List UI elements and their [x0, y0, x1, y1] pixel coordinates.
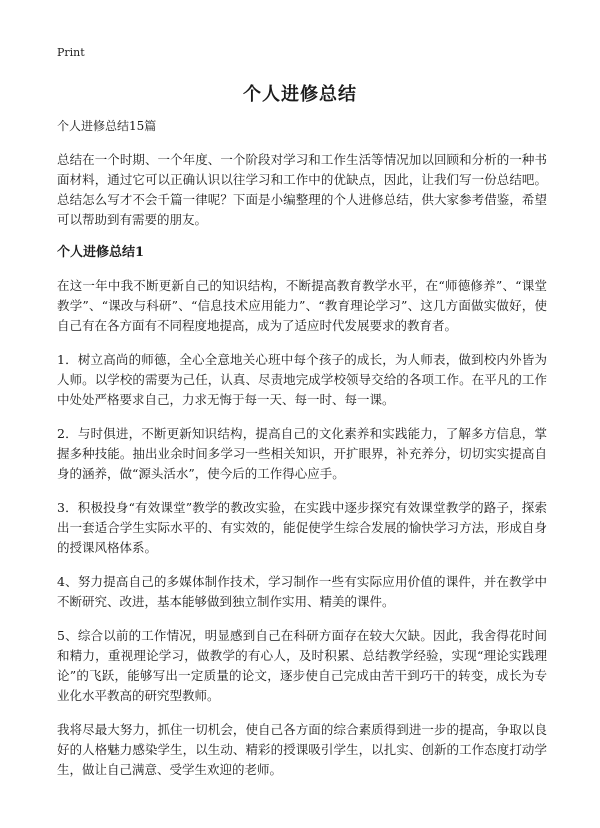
body-paragraph: 5、综合以前的工作情况，明显感到自己在科研方面存在较大欠缺。因此，我舍得花时间和精力，重视理论学习，做教学的有心人，及时积累、总结教学经验，实现“理论实践理论”的飞跃，能够写出一定质量的论文，逐步使自己完成由苦干到巧干的转变，成长为专业化水平教高的研究型教师。: [57, 628, 547, 703]
body-paragraph: 1．树立高尚的师德，全心全意地关心班中每个孩子的成长，为人师表，做到校内外皆为人师。以学校的需要为己任，认真、尽责地完成学校领导交给的各项工作。在平凡的工作中处处严格要求自己，力求无悔于每一天、每一时、每一课。: [57, 352, 547, 407]
body-paragraph: 3．积极投身“有效课堂”教学的教改实验，在实践中逐步探究有效课堂教学的路子，探索出一套适合学生实际水平的、有实效的，能促使学生综合发展的愉快学习方法，形成自身的授课风格体系。: [57, 500, 547, 555]
body-paragraph: 4、努力提高自己的多媒体制作技术，学习制作一些有实际应用价值的课件，并在教学中不断研究、改进，基本能够做到独立制作实用、精美的课件。: [57, 574, 547, 609]
body-paragraph: 2．与时俱进，不断更新知识结构，提高自己的文化素养和实践能力，了解多方信息，掌握多种技能。抽出业余时间多学习一些相关知识，开扩眼界，补充养分，切切实实提高自身的涵养，做“源头活水”，使今后的工作得心应手。: [57, 426, 547, 481]
body-paragraph: 我将尽最大努力，抓住一切机会，使自己各方面的综合素质得到进一步的提高，争取以良好的人格魅力感染学生，以生动、精彩的授课吸引学生，以扎实、创新的工作态度打动学生，做让自己满意、受学生欢迎的老师。: [57, 722, 547, 777]
print-link[interactable]: Print: [57, 46, 85, 59]
intro-paragraph: 总结在一个时期、一个年度、一个阶段对学习和工作生活等情况加以回顾和分析的一种书面材料，通过它可以正确认识以往学习和工作中的优缺点，因此，让我们写一份总结吧。总结怎么写才不会千篇一律呢？下面是小编整理的个人进修总结，供大家参考借鉴，希望可以帮助到有需要的朋友。: [57, 152, 547, 227]
page-title: 个人进修总结: [243, 84, 357, 105]
document-subtitle: 个人进修总结15篇: [57, 119, 157, 133]
document-body: [57, 118, 547, 794]
body-paragraph: 在这一年中我不断更新自己的知识结构，不断提高教育教学水平，在“师德修养”、“课堂教学”、“课改与科研”、“信息技术应用能力”、“教育理论学习”、这几方面做实做好，使自己有在各方面有不同程度地提高，成为了适应时代发展要求的教育者。: [57, 278, 547, 333]
section-heading: 个人进修总结1: [57, 245, 145, 260]
